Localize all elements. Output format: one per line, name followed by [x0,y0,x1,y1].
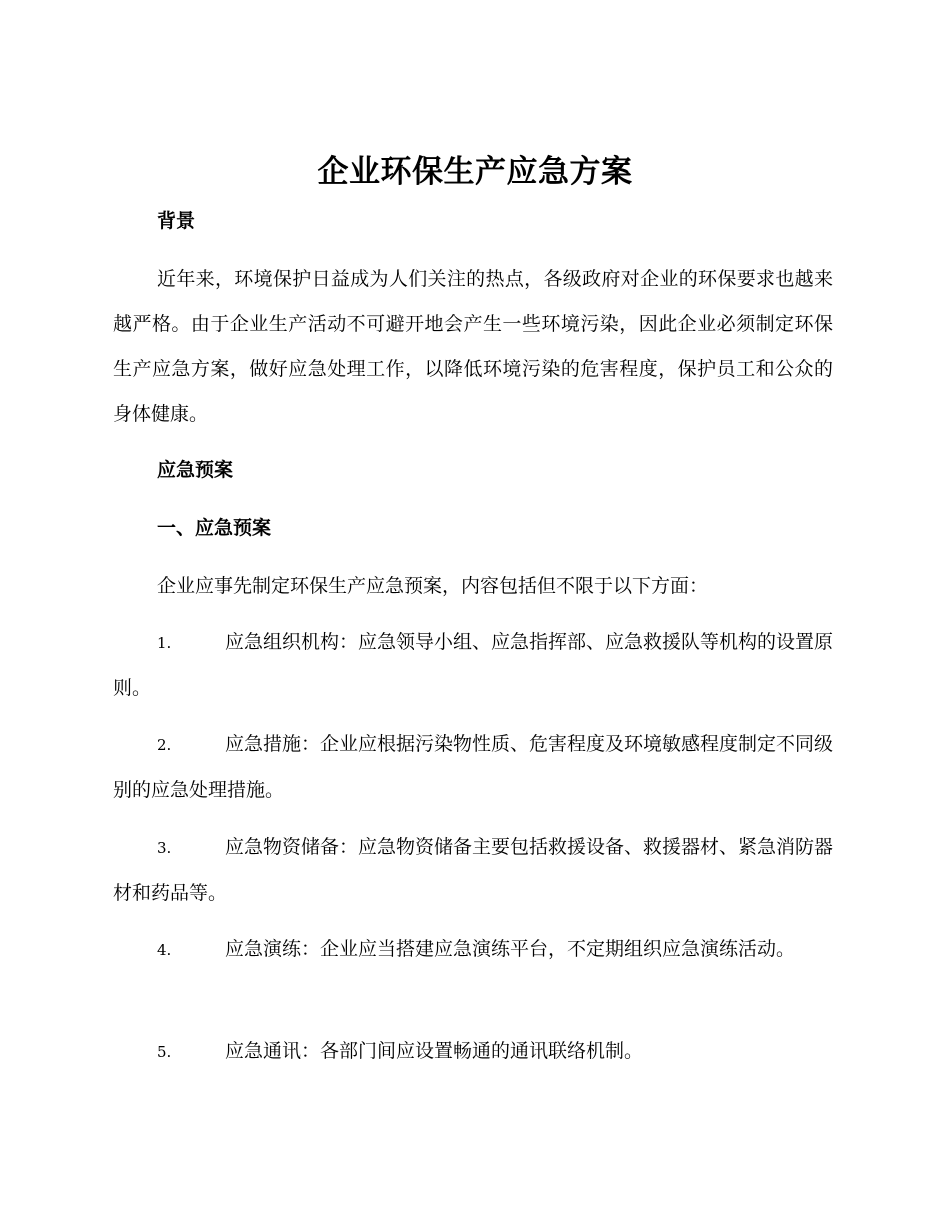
list-item [113,825,833,916]
list-item [113,722,833,813]
list-item [113,927,833,973]
list-item-number: 5. [157,1043,172,1061]
intro-paragraph: 企业应事先制定环保生产应急预案，内容包括但不限于以下方面： [157,575,709,597]
list-item-number: 1. [157,634,172,652]
list-item-text: 应急物资储备：应急物资储备主要包括救援设备、救援器材、紧急消防器材和药品等。 [113,836,834,904]
section-heading: 应急预案 [157,459,234,481]
list-item [113,620,833,711]
document-title: 企业环保生产应急方案 [317,154,633,190]
list-item-number: 3. [157,839,172,857]
background-heading: 背景 [157,210,196,232]
subsection-heading: 一、应急预案 [157,517,272,539]
list-item-number: 4. [157,941,172,959]
list-item-text: 应急通讯：各部门间应设置畅通的通讯联络机制。 [225,1040,644,1062]
list-item [113,1029,833,1075]
list-item-number: 2. [157,736,172,754]
list-item-text: 应急演练：企业应当搭建应急演练平台，不定期组织应急演练活动。 [225,938,796,960]
background-paragraph: 近年来，环境保护日益成为人们关注的热点，各级政府对企业的环保要求也越来越严格。由于企业生产活动不可避开地会产生一些环境污染，因此企业必须制定环保生产应急方案，做好应急处理工作，以降低环境污染的危害程度，保护员工和公众的身体健康。 [113,268,833,425]
list-item-text: 应急措施：企业应根据污染物性质、危害程度及环境敏感程度制定不同级别的应急处理措施。 [113,733,834,801]
list-item-text: 应急组织机构：应急领导小组、应急指挥部、应急救援队等机构的设置原则。 [113,631,834,699]
